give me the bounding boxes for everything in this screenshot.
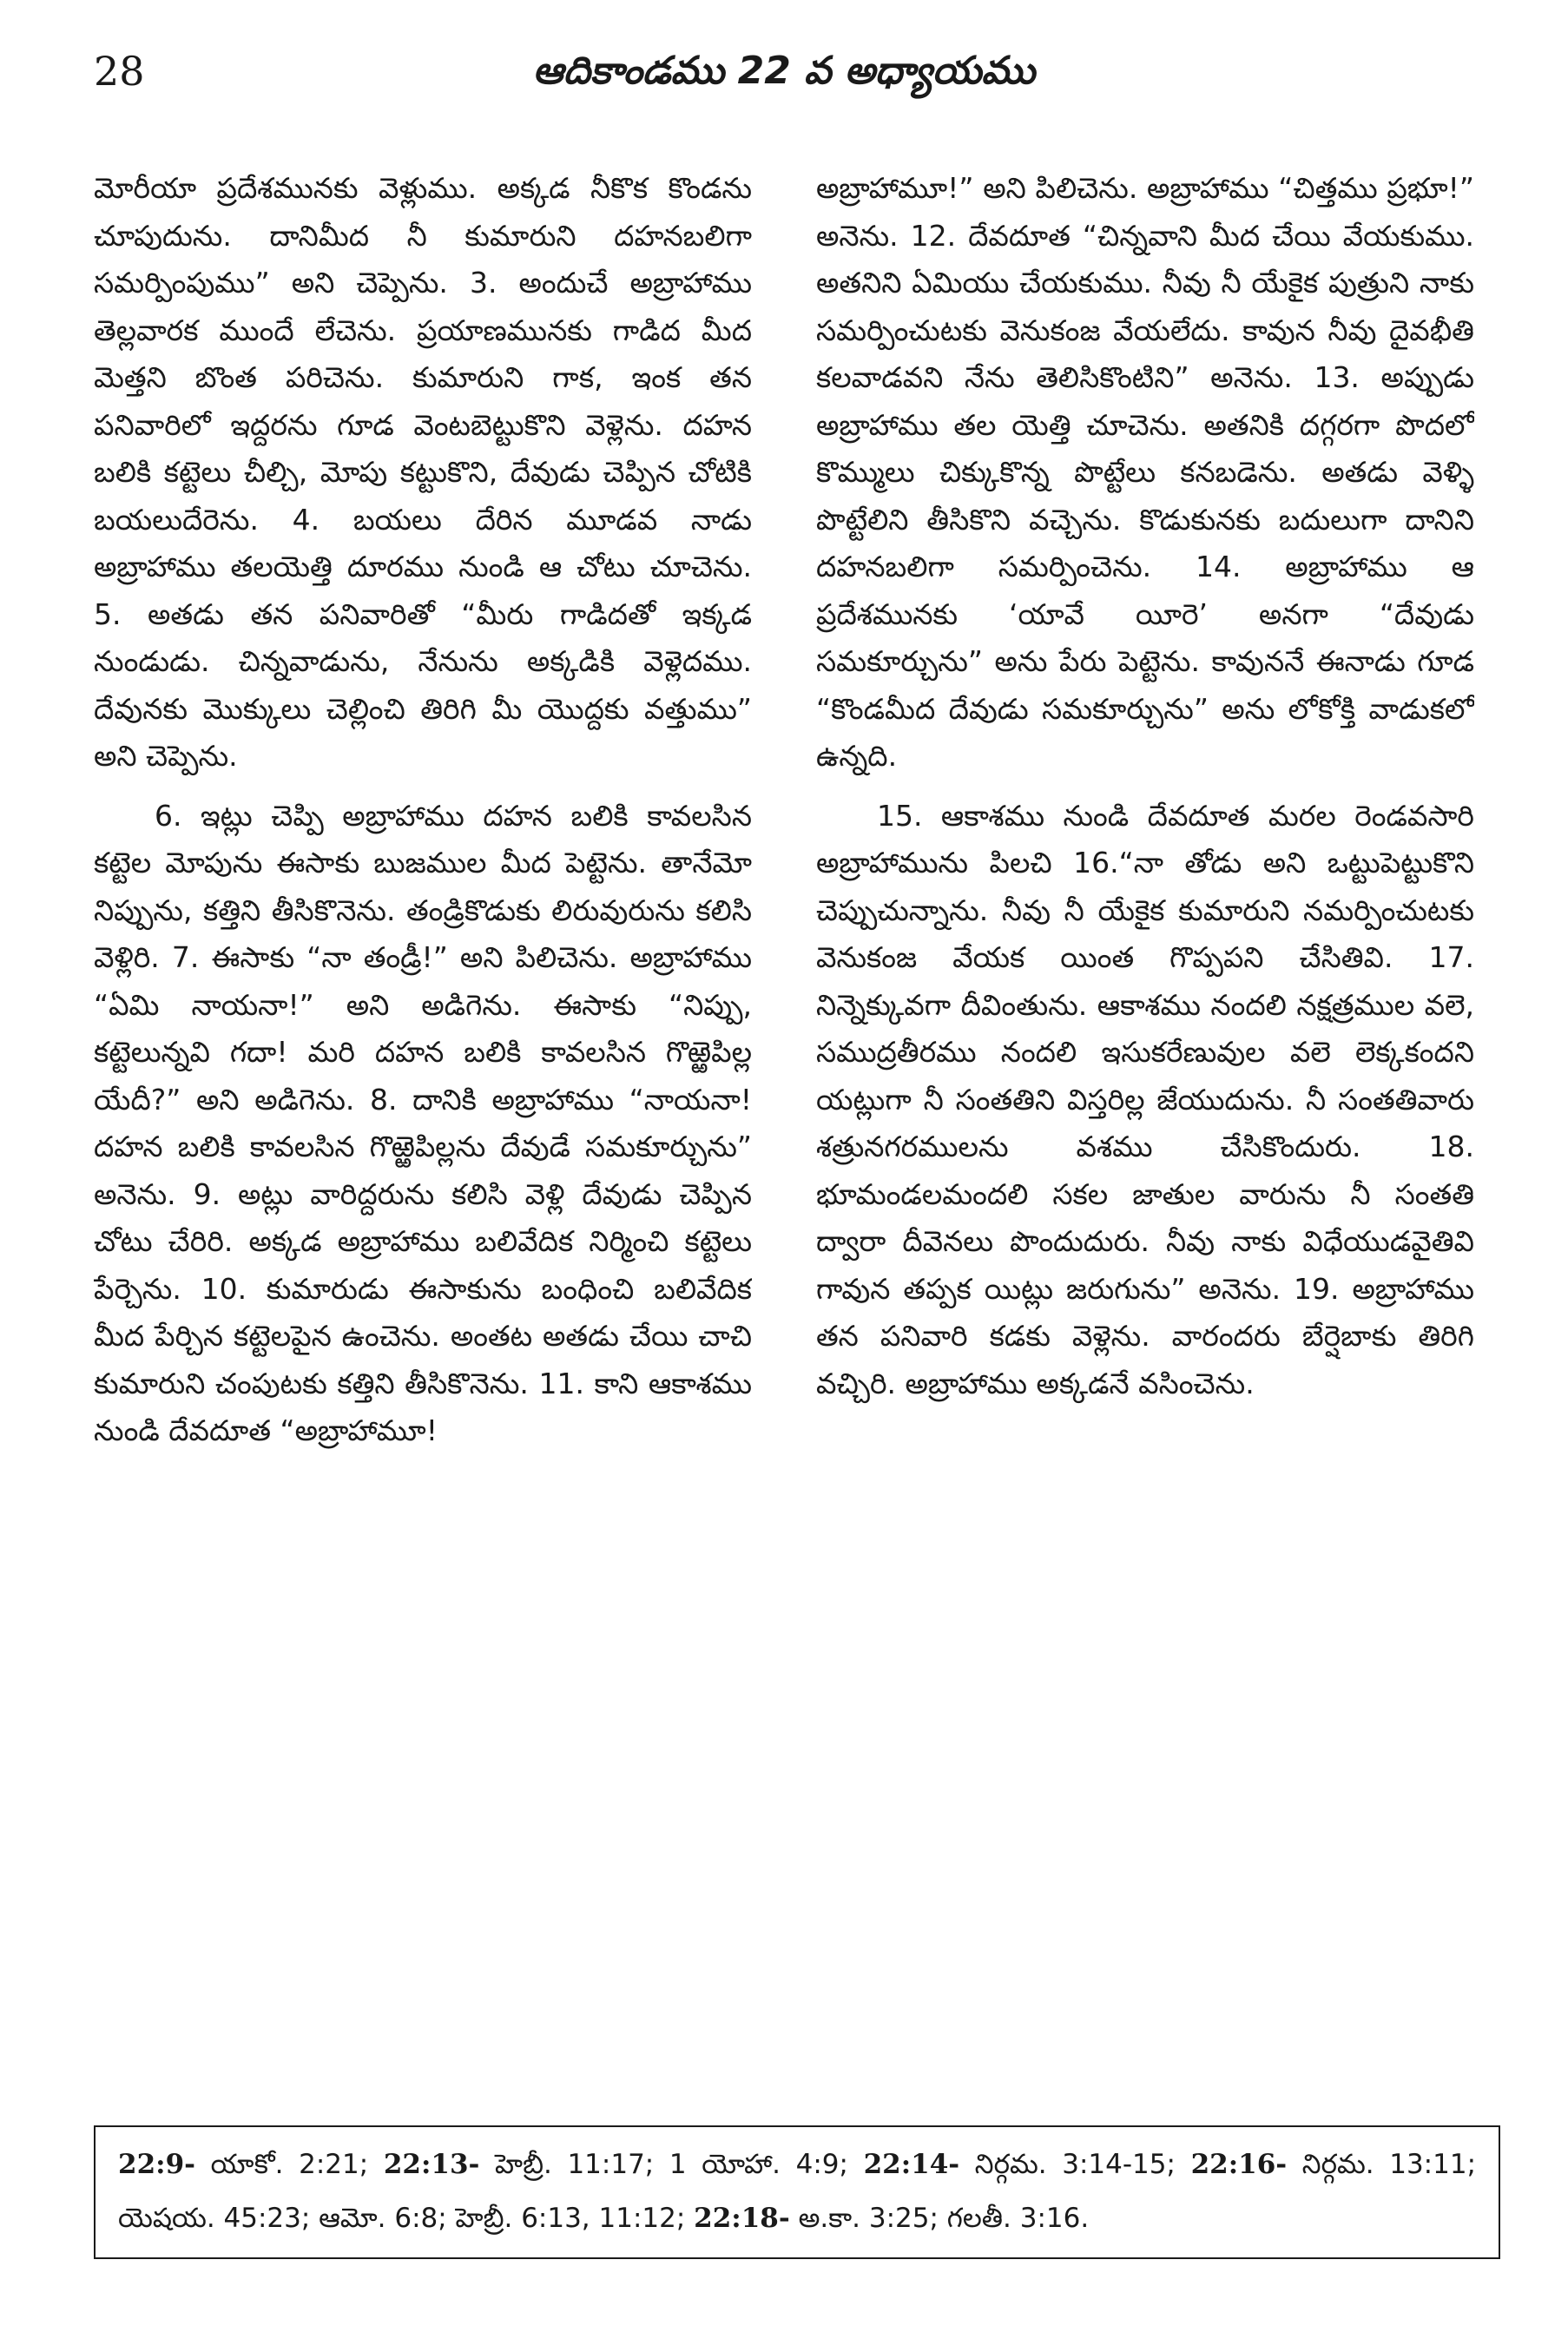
reference-text: అ.కా. 3:25; గలతీ. 3:16. — [789, 2203, 1090, 2234]
reference-text: హెబ్రీ. 11:17; 1 యోహా. 4:9; — [479, 2149, 848, 2180]
reference-text: నిర్గమ. 3:14-15; — [959, 2149, 1176, 2180]
reference-verse: 22:14- — [863, 2149, 960, 2180]
left-column — [94, 165, 752, 2101]
running-title: ఆదికాండము 22 వ అధ్యాయము — [532, 49, 1036, 93]
paragraph: అబ్రాహామూ!” అని పిలిచెను. అబ్రాహాము “చిత్తము ప్రభూ!” అనెను. 12. దేవదూత “చిన్నవాని మీద చేయి వేయకుము. అతనిని ఏమియు చేయకుము. నీవు నీ యేకైక పుత్రుని నాకు సమర్పించుటకు వెనుకంజ వేయలేదు. కావున నీవు దైవభీతి కలవాడవని నేను తెలిసికొంటిని” అనెను. 13. అప్పుడు అబ్రాహాము తల యెత్తి చూచెను. అతనికి దగ్గరగా పొదలో కొమ్ములు చిక్కుకొన్న పొట్టేలు కనబడెను. అతడు వెళ్ళి పొట్టేలిని తీసికొని వచ్చెను. కొడుకునకు బదులుగా దానిని దహనబలిగా సమర్పించెను. 14. అబ్రాహాము ఆ ప్రదేశమునకు ‘యావే యీరె’ అనగా “దేవుడు సమకూర్చును” అను పేరు పెట్టెను. కావుననే ఈనాడు గూడ “కొండమీద దేవుడు సమకూర్చును” అను లోకోక్తి వాడుకలో ఉన్నది. — [816, 171, 1474, 773]
page-number: 28 — [94, 48, 145, 95]
cross-reference — [384, 2149, 848, 2180]
paragraph: 15. ఆకాశము నుండి దేవదూత మరల రెండవసారి అబ్రాహామును పిలచి 16.“నా తోడు అని ఒట్టుపెట్టుకొని చెప్పుచున్నాను. నీవు నీ యేకైక కుమారుని నమర్పించుటకు వెనుకంజ వేయక యింత గొప్పపని చేసితివి. 17. నిన్నెక్కువగా దీవింతును. ఆకాశము నందలి నక్షత్రముల వలె, సముద్రతీరము నందలి ఇసుకరేణువుల వలె లెక్కకందని యట్లుగా నీ సంతతిని విస్తరిల్ల జేయుదును. నీ సంతతివారు శత్రునగరములను వశము చేసికొందురు. 18. భూమండలమందలి సకల జాతుల వారును నీ సంతతి ద్వారా దీవెనలు పొందుదురు. నీవు నాకు విధేయుడవైతివి గావున తప్పక యిట్లు జరుగును” అనెను. 19. అబ్రాహాము తన పనివారి కడకు వెళ్లెను. వారందరు బేర్షెబాకు తిరిగి వచ్చిరి. అబ్రాహాము అక్కడనే వసించెను. — [816, 798, 1474, 1400]
reference-verse: 22:16- — [1190, 2149, 1288, 2180]
paragraph: 6. ఇట్లు చెప్పి అబ్రాహాము దహన బలికి కావలసిన కట్టెల మోపును ఈసాకు బుజముల మీద పెట్టెను. తానేమో నిప్పును, కత్తిని తీసికొనెను. తండ్రికొడుకు లిరువురును కలిసి వెళ్లిరి. 7. ఈసాకు “నా తండ్రీ!” అని పిలిచెను. అబ్రాహాము “ఏమి నాయనా!” అని అడిగెను. ఈసాకు “నిప్పు, కట్టెలున్నవి గదా! మరి దహన బలికి కావలసిన గొఱ్ఱెపిల్ల యేదీ?” అని అడిగెను. 8. దానికి అబ్రాహాము “నాయనా! దహన బలికి కావలసిన గొఱ్ఱెపిల్లను దేవుడే సమకూర్చును” అనెను. 9. అట్లు వారిద్దరును కలిసి వెళ్లి దేవుడు చెప్పిన చోటు చేరిరి. అక్కడ అబ్రాహాము బలివేదిక నిర్మించి కట్టెలు పేర్చెను. 10. కుమారుడు ఈసాకును బంధించి బలివేదిక మీద పేర్చిన కట్టెలపైన ఉంచెను. అంతట అతడు చేయి చాచి కుమారుని చంపుటకు కత్తిని తీసికొనెను. 11. కాని ఆకాశము నుండి దేవదూత “అబ్రాహామూ! — [94, 798, 752, 1447]
reference-verse: 22:9- — [118, 2149, 196, 2180]
cross-reference — [694, 2203, 1089, 2234]
text-columns — [94, 165, 1474, 2101]
right-column — [816, 165, 1474, 2101]
reference-text: యాకో. 2:21; — [195, 2149, 369, 2180]
reference-text: నిర్గమ. 13:11; యెషయ. 45:23; ఆమో. 6:8; హెబ్రీ. 6:13, 11:12; — [118, 2149, 1477, 2234]
reference-verse: 22:18- — [694, 2203, 790, 2234]
cross-reference — [118, 2149, 368, 2180]
reference-verse: 22:13- — [383, 2149, 480, 2180]
paragraph: మోరీయా ప్రదేశమునకు వెళ్లుము. అక్కడ నీకొక కొండను చూపుదును. దానిమీద నీ కుమారుని దహనబలిగా సమర్పింపుము” అని చెప్పెను. 3. అందుచే అబ్రాహాము తెల్లవారక ముందే లేచెను. ప్రయాణమునకు గాడిద మీద మెత్తని బొంత పరిచెను. కుమారుని గాక, ఇంక తన పనివారిలో ఇద్దరను గూడ వెంటబెట్టుకొని వెళ్లెను. దహన బలికి కట్టెలు చీల్చి, మోపు కట్టుకొని, దేవుడు చెప్పిన చోటికి బయలుదేరెను. 4. బయలు దేరిన మూడవ నాడు అబ్రాహాము తలయెత్తి దూరము నుండి ఆ చోటు చూచెను. 5. అతడు తన పనివారితో “మీరు గాడిదతో ఇక్కడ నుండుడు. చిన్నవాడును, నేనును అక్కడికి వెళ్లెదము. దేవునకు మొక్కులు చెల్లించి తిరిగి మీ యొద్దకు వత్తుము” అని చెప్పెను. — [94, 171, 752, 773]
cross-reference-box — [94, 2125, 1500, 2259]
cross-reference — [864, 2149, 1176, 2180]
